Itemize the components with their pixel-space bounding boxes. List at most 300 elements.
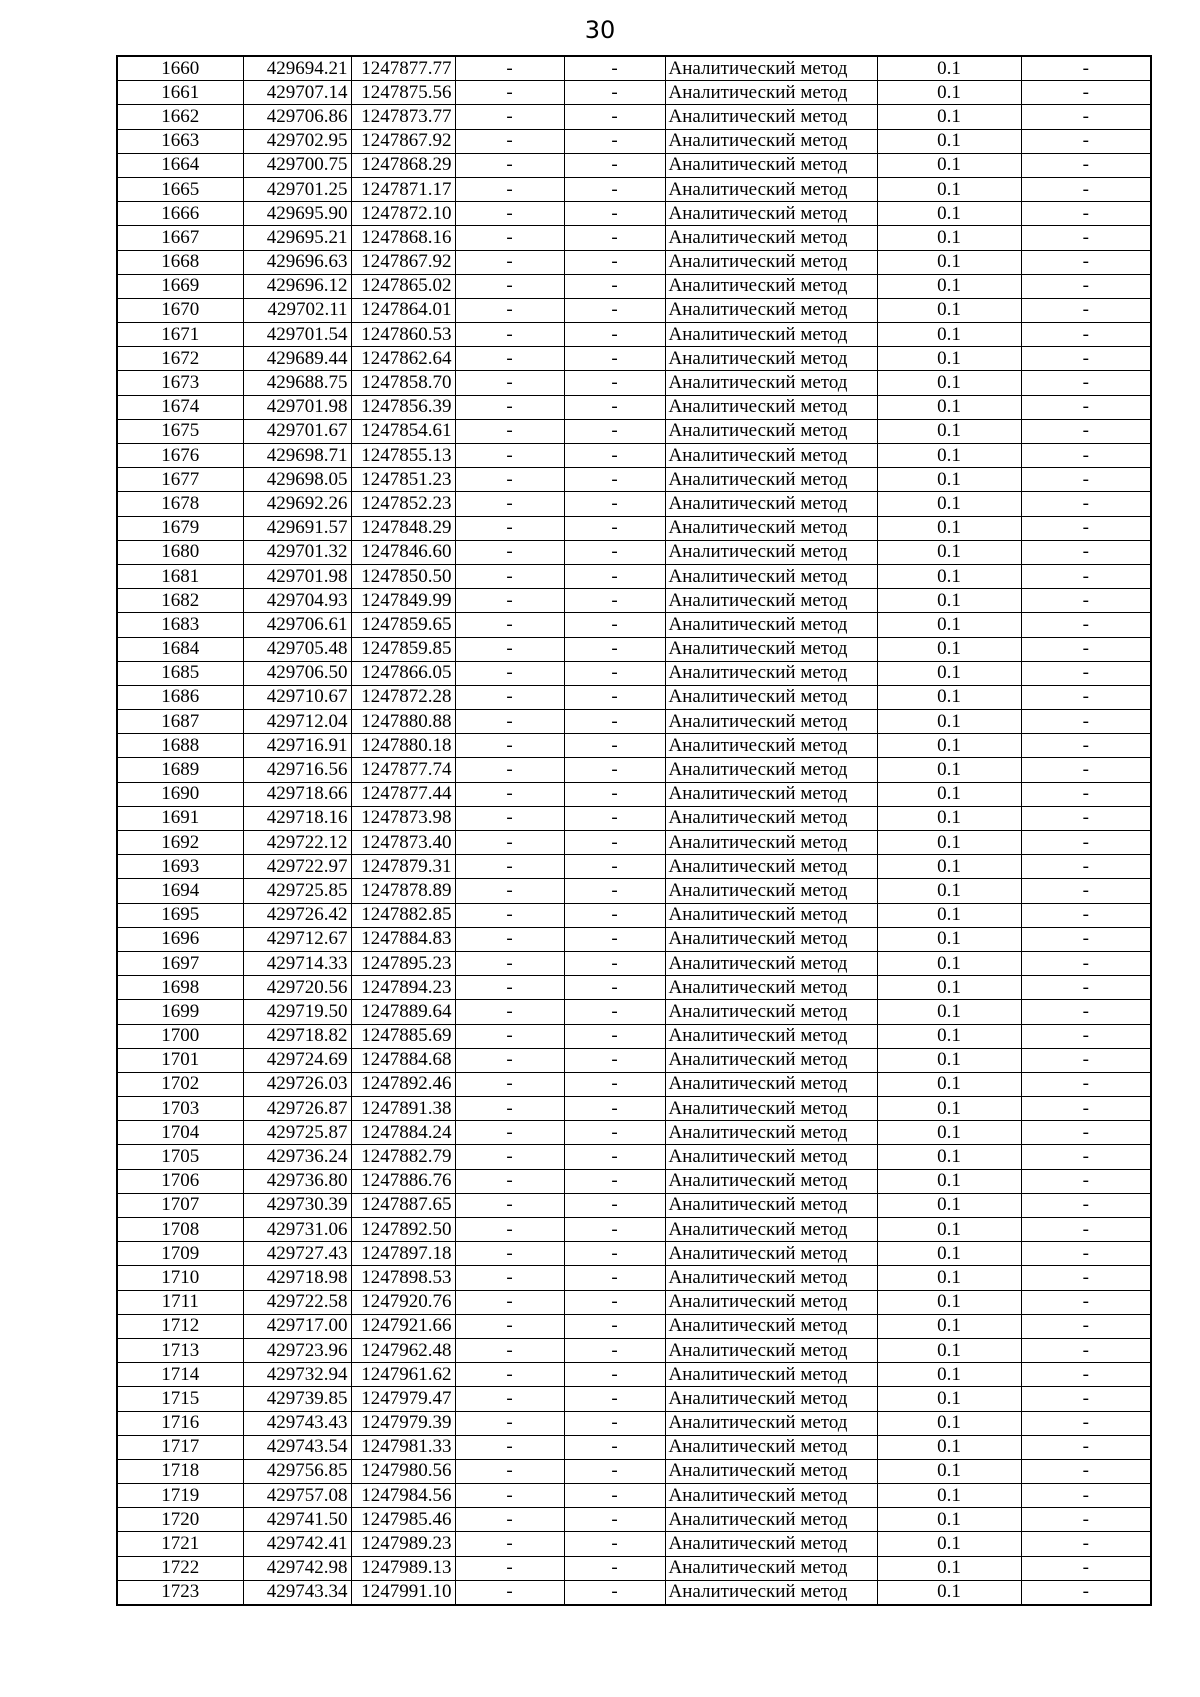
method-cell: Аналитический метод	[665, 1484, 877, 1508]
y-coordinate-cell: 1247858.70	[351, 371, 455, 395]
empty-value-cell: -	[455, 1242, 564, 1266]
y-coordinate-cell: 1247895.23	[351, 951, 455, 975]
y-coordinate-cell: 1247991.10	[351, 1580, 455, 1605]
y-coordinate-cell: 1247872.10	[351, 202, 455, 226]
empty-value-cell: -	[1021, 540, 1151, 564]
y-coordinate-cell: 1247979.47	[351, 1387, 455, 1411]
point-number-cell: 1666	[117, 202, 243, 226]
y-coordinate-cell: 1247885.69	[351, 1024, 455, 1048]
table-row	[117, 782, 1151, 806]
table-row	[117, 540, 1151, 564]
point-number-cell: 1707	[117, 1193, 243, 1217]
empty-value-cell: -	[1021, 81, 1151, 105]
empty-value-cell: -	[1021, 1363, 1151, 1387]
accuracy-cell: 0.1	[877, 806, 1021, 830]
empty-value-cell: -	[455, 1072, 564, 1096]
point-number-cell: 1708	[117, 1218, 243, 1242]
x-coordinate-cell: 429701.98	[243, 395, 351, 419]
method-cell: Аналитический метод	[665, 1556, 877, 1580]
accuracy-cell: 0.1	[877, 395, 1021, 419]
table-row	[117, 1097, 1151, 1121]
y-coordinate-cell: 1247855.13	[351, 444, 455, 468]
table-row	[117, 685, 1151, 709]
x-coordinate-cell: 429716.56	[243, 758, 351, 782]
empty-value-cell: -	[1021, 1169, 1151, 1193]
x-coordinate-cell: 429756.85	[243, 1459, 351, 1483]
x-coordinate-cell: 429726.03	[243, 1072, 351, 1096]
empty-value-cell: -	[455, 1435, 564, 1459]
x-coordinate-cell: 429701.25	[243, 177, 351, 201]
empty-value-cell: -	[564, 1459, 665, 1483]
method-cell: Аналитический метод	[665, 1000, 877, 1024]
empty-value-cell: -	[564, 1290, 665, 1314]
empty-value-cell: -	[455, 153, 564, 177]
y-coordinate-cell: 1247872.28	[351, 685, 455, 709]
method-cell: Аналитический метод	[665, 734, 877, 758]
empty-value-cell: -	[455, 1266, 564, 1290]
accuracy-cell: 0.1	[877, 855, 1021, 879]
point-number-cell: 1670	[117, 298, 243, 322]
empty-value-cell: -	[455, 1387, 564, 1411]
empty-value-cell: -	[564, 1121, 665, 1145]
x-coordinate-cell: 429694.21	[243, 56, 351, 81]
empty-value-cell: -	[564, 1097, 665, 1121]
empty-value-cell: -	[1021, 661, 1151, 685]
y-coordinate-cell: 1247886.76	[351, 1169, 455, 1193]
y-coordinate-cell: 1247882.85	[351, 903, 455, 927]
x-coordinate-cell: 429725.85	[243, 879, 351, 903]
empty-value-cell: -	[564, 1411, 665, 1435]
table-row	[117, 492, 1151, 516]
empty-value-cell: -	[455, 1024, 564, 1048]
empty-value-cell: -	[1021, 903, 1151, 927]
method-cell: Аналитический метод	[665, 202, 877, 226]
empty-value-cell: -	[455, 1363, 564, 1387]
empty-value-cell: -	[455, 806, 564, 830]
x-coordinate-cell: 429702.11	[243, 298, 351, 322]
method-cell: Аналитический метод	[665, 951, 877, 975]
point-number-cell: 1696	[117, 927, 243, 951]
method-cell: Аналитический метод	[665, 1459, 877, 1483]
table-row	[117, 637, 1151, 661]
coordinates-table-body	[117, 56, 1151, 1605]
method-cell: Аналитический метод	[665, 1242, 877, 1266]
empty-value-cell: -	[1021, 1121, 1151, 1145]
accuracy-cell: 0.1	[877, 1508, 1021, 1532]
point-number-cell: 1682	[117, 589, 243, 613]
method-cell: Аналитический метод	[665, 1290, 877, 1314]
empty-value-cell: -	[1021, 951, 1151, 975]
point-number-cell: 1687	[117, 710, 243, 734]
empty-value-cell: -	[455, 637, 564, 661]
empty-value-cell: -	[564, 589, 665, 613]
table-row	[117, 951, 1151, 975]
y-coordinate-cell: 1247879.31	[351, 855, 455, 879]
empty-value-cell: -	[455, 976, 564, 1000]
empty-value-cell: -	[455, 1532, 564, 1556]
table-row	[117, 347, 1151, 371]
point-number-cell: 1723	[117, 1580, 243, 1605]
empty-value-cell: -	[564, 516, 665, 540]
accuracy-cell: 0.1	[877, 1411, 1021, 1435]
x-coordinate-cell: 429702.95	[243, 129, 351, 153]
method-cell: Аналитический метод	[665, 1338, 877, 1362]
y-coordinate-cell: 1247880.18	[351, 734, 455, 758]
empty-value-cell: -	[564, 250, 665, 274]
table-row	[117, 1048, 1151, 1072]
point-number-cell: 1672	[117, 347, 243, 371]
accuracy-cell: 0.1	[877, 153, 1021, 177]
x-coordinate-cell: 429695.21	[243, 226, 351, 250]
method-cell: Аналитический метод	[665, 613, 877, 637]
method-cell: Аналитический метод	[665, 540, 877, 564]
empty-value-cell: -	[455, 540, 564, 564]
x-coordinate-cell: 429724.69	[243, 1048, 351, 1072]
y-coordinate-cell: 1247854.61	[351, 419, 455, 443]
method-cell: Аналитический метод	[665, 1508, 877, 1532]
table-row	[117, 1411, 1151, 1435]
empty-value-cell: -	[455, 685, 564, 709]
accuracy-cell: 0.1	[877, 831, 1021, 855]
empty-value-cell: -	[1021, 927, 1151, 951]
empty-value-cell: -	[564, 1508, 665, 1532]
empty-value-cell: -	[1021, 1338, 1151, 1362]
accuracy-cell: 0.1	[877, 226, 1021, 250]
point-number-cell: 1718	[117, 1459, 243, 1483]
point-number-cell: 1711	[117, 1290, 243, 1314]
accuracy-cell: 0.1	[877, 1024, 1021, 1048]
point-number-cell: 1691	[117, 806, 243, 830]
empty-value-cell: -	[1021, 1484, 1151, 1508]
empty-value-cell: -	[564, 444, 665, 468]
accuracy-cell: 0.1	[877, 1387, 1021, 1411]
accuracy-cell: 0.1	[877, 1242, 1021, 1266]
x-coordinate-cell: 429742.98	[243, 1556, 351, 1580]
x-coordinate-cell: 429688.75	[243, 371, 351, 395]
y-coordinate-cell: 1247887.65	[351, 1193, 455, 1217]
empty-value-cell: -	[1021, 637, 1151, 661]
method-cell: Аналитический метод	[665, 250, 877, 274]
empty-value-cell: -	[455, 226, 564, 250]
point-number-cell: 1677	[117, 468, 243, 492]
empty-value-cell: -	[564, 1580, 665, 1605]
accuracy-cell: 0.1	[877, 1459, 1021, 1483]
empty-value-cell: -	[1021, 734, 1151, 758]
y-coordinate-cell: 1247884.83	[351, 927, 455, 951]
accuracy-cell: 0.1	[877, 516, 1021, 540]
method-cell: Аналитический метод	[665, 927, 877, 951]
x-coordinate-cell: 429712.04	[243, 710, 351, 734]
x-coordinate-cell: 429718.82	[243, 1024, 351, 1048]
empty-value-cell: -	[1021, 419, 1151, 443]
accuracy-cell: 0.1	[877, 540, 1021, 564]
table-row	[117, 613, 1151, 637]
point-number-cell: 1721	[117, 1532, 243, 1556]
empty-value-cell: -	[564, 927, 665, 951]
y-coordinate-cell: 1247980.56	[351, 1459, 455, 1483]
x-coordinate-cell: 429712.67	[243, 927, 351, 951]
point-number-cell: 1675	[117, 419, 243, 443]
table-row	[117, 1145, 1151, 1169]
y-coordinate-cell: 1247884.24	[351, 1121, 455, 1145]
point-number-cell: 1667	[117, 226, 243, 250]
empty-value-cell: -	[564, 419, 665, 443]
accuracy-cell: 0.1	[877, 419, 1021, 443]
accuracy-cell: 0.1	[877, 105, 1021, 129]
point-number-cell: 1660	[117, 56, 243, 81]
empty-value-cell: -	[455, 492, 564, 516]
empty-value-cell: -	[455, 129, 564, 153]
empty-value-cell: -	[564, 1532, 665, 1556]
method-cell: Аналитический метод	[665, 371, 877, 395]
x-coordinate-cell: 429743.43	[243, 1411, 351, 1435]
table-row	[117, 298, 1151, 322]
method-cell: Аналитический метод	[665, 1024, 877, 1048]
method-cell: Аналитический метод	[665, 1435, 877, 1459]
empty-value-cell: -	[1021, 613, 1151, 637]
method-cell: Аналитический метод	[665, 1218, 877, 1242]
empty-value-cell: -	[455, 177, 564, 201]
empty-value-cell: -	[1021, 1459, 1151, 1483]
x-coordinate-cell: 429739.85	[243, 1387, 351, 1411]
point-number-cell: 1693	[117, 855, 243, 879]
empty-value-cell: -	[455, 1508, 564, 1532]
y-coordinate-cell: 1247846.60	[351, 540, 455, 564]
accuracy-cell: 0.1	[877, 589, 1021, 613]
table-row	[117, 1556, 1151, 1580]
table-row	[117, 177, 1151, 201]
empty-value-cell: -	[455, 903, 564, 927]
empty-value-cell: -	[1021, 129, 1151, 153]
empty-value-cell: -	[564, 1072, 665, 1096]
empty-value-cell: -	[1021, 806, 1151, 830]
point-number-cell: 1688	[117, 734, 243, 758]
empty-value-cell: -	[1021, 976, 1151, 1000]
accuracy-cell: 0.1	[877, 1048, 1021, 1072]
empty-value-cell: -	[564, 56, 665, 81]
y-coordinate-cell: 1247891.38	[351, 1097, 455, 1121]
x-coordinate-cell: 429743.34	[243, 1580, 351, 1605]
empty-value-cell: -	[455, 516, 564, 540]
y-coordinate-cell: 1247981.33	[351, 1435, 455, 1459]
x-coordinate-cell: 429723.96	[243, 1338, 351, 1362]
accuracy-cell: 0.1	[877, 710, 1021, 734]
empty-value-cell: -	[1021, 1000, 1151, 1024]
y-coordinate-cell: 1247859.65	[351, 613, 455, 637]
method-cell: Аналитический метод	[665, 129, 877, 153]
empty-value-cell: -	[564, 1024, 665, 1048]
point-number-cell: 1722	[117, 1556, 243, 1580]
table-row	[117, 444, 1151, 468]
empty-value-cell: -	[455, 855, 564, 879]
method-cell: Аналитический метод	[665, 1387, 877, 1411]
empty-value-cell: -	[564, 903, 665, 927]
x-coordinate-cell: 429757.08	[243, 1484, 351, 1508]
empty-value-cell: -	[1021, 395, 1151, 419]
method-cell: Аналитический метод	[665, 1532, 877, 1556]
table-row	[117, 976, 1151, 1000]
empty-value-cell: -	[1021, 1072, 1151, 1096]
table-row	[117, 1218, 1151, 1242]
x-coordinate-cell: 429717.00	[243, 1314, 351, 1338]
table-row	[117, 734, 1151, 758]
point-number-cell: 1673	[117, 371, 243, 395]
empty-value-cell: -	[455, 613, 564, 637]
y-coordinate-cell: 1247859.85	[351, 637, 455, 661]
empty-value-cell: -	[1021, 1411, 1151, 1435]
empty-value-cell: -	[1021, 831, 1151, 855]
point-number-cell: 1702	[117, 1072, 243, 1096]
empty-value-cell: -	[564, 177, 665, 201]
point-number-cell: 1699	[117, 1000, 243, 1024]
empty-value-cell: -	[1021, 1435, 1151, 1459]
empty-value-cell: -	[455, 589, 564, 613]
method-cell: Аналитический метод	[665, 806, 877, 830]
empty-value-cell: -	[1021, 710, 1151, 734]
method-cell: Аналитический метод	[665, 1193, 877, 1217]
method-cell: Аналитический метод	[665, 347, 877, 371]
empty-value-cell: -	[564, 951, 665, 975]
empty-value-cell: -	[1021, 1532, 1151, 1556]
accuracy-cell: 0.1	[877, 734, 1021, 758]
empty-value-cell: -	[564, 323, 665, 347]
empty-value-cell: -	[564, 1556, 665, 1580]
empty-value-cell: -	[455, 782, 564, 806]
empty-value-cell: -	[1021, 323, 1151, 347]
empty-value-cell: -	[1021, 105, 1151, 129]
table-row	[117, 855, 1151, 879]
accuracy-cell: 0.1	[877, 492, 1021, 516]
empty-value-cell: -	[455, 879, 564, 903]
method-cell: Аналитический метод	[665, 685, 877, 709]
method-cell: Аналитический метод	[665, 1314, 877, 1338]
x-coordinate-cell: 429706.50	[243, 661, 351, 685]
y-coordinate-cell: 1247856.39	[351, 395, 455, 419]
method-cell: Аналитический метод	[665, 492, 877, 516]
accuracy-cell: 0.1	[877, 976, 1021, 1000]
method-cell: Аналитический метод	[665, 831, 877, 855]
empty-value-cell: -	[455, 1556, 564, 1580]
method-cell: Аналитический метод	[665, 1411, 877, 1435]
accuracy-cell: 0.1	[877, 1218, 1021, 1242]
empty-value-cell: -	[1021, 1266, 1151, 1290]
empty-value-cell: -	[455, 1484, 564, 1508]
point-number-cell: 1714	[117, 1363, 243, 1387]
method-cell: Аналитический метод	[665, 1121, 877, 1145]
table-row	[117, 250, 1151, 274]
table-row	[117, 1508, 1151, 1532]
empty-value-cell: -	[1021, 56, 1151, 81]
empty-value-cell: -	[564, 879, 665, 903]
method-cell: Аналитический метод	[665, 56, 877, 81]
empty-value-cell: -	[564, 468, 665, 492]
point-number-cell: 1669	[117, 274, 243, 298]
table-row	[117, 1169, 1151, 1193]
table-row	[117, 323, 1151, 347]
method-cell: Аналитический метод	[665, 105, 877, 129]
x-coordinate-cell: 429722.58	[243, 1290, 351, 1314]
accuracy-cell: 0.1	[877, 1169, 1021, 1193]
point-number-cell: 1703	[117, 1097, 243, 1121]
point-number-cell: 1701	[117, 1048, 243, 1072]
point-number-cell: 1684	[117, 637, 243, 661]
point-number-cell: 1715	[117, 1387, 243, 1411]
point-number-cell: 1668	[117, 250, 243, 274]
y-coordinate-cell: 1247877.44	[351, 782, 455, 806]
empty-value-cell: -	[564, 1218, 665, 1242]
empty-value-cell: -	[564, 564, 665, 588]
empty-value-cell: -	[564, 1145, 665, 1169]
method-cell: Аналитический метод	[665, 323, 877, 347]
x-coordinate-cell: 429726.42	[243, 903, 351, 927]
point-number-cell: 1663	[117, 129, 243, 153]
empty-value-cell: -	[455, 927, 564, 951]
accuracy-cell: 0.1	[877, 685, 1021, 709]
table-row	[117, 1266, 1151, 1290]
empty-value-cell: -	[455, 758, 564, 782]
y-coordinate-cell: 1247892.46	[351, 1072, 455, 1096]
accuracy-cell: 0.1	[877, 879, 1021, 903]
accuracy-cell: 0.1	[877, 371, 1021, 395]
empty-value-cell: -	[564, 1314, 665, 1338]
empty-value-cell: -	[1021, 298, 1151, 322]
x-coordinate-cell: 429736.24	[243, 1145, 351, 1169]
table-row	[117, 1338, 1151, 1362]
table-row	[117, 1387, 1151, 1411]
empty-value-cell: -	[1021, 782, 1151, 806]
point-number-cell: 1698	[117, 976, 243, 1000]
empty-value-cell: -	[455, 468, 564, 492]
x-coordinate-cell: 429732.94	[243, 1363, 351, 1387]
table-row	[117, 564, 1151, 588]
method-cell: Аналитический метод	[665, 564, 877, 588]
y-coordinate-cell: 1247921.66	[351, 1314, 455, 1338]
empty-value-cell: -	[455, 56, 564, 81]
table-row	[117, 129, 1151, 153]
accuracy-cell: 0.1	[877, 1193, 1021, 1217]
empty-value-cell: -	[564, 371, 665, 395]
empty-value-cell: -	[564, 540, 665, 564]
x-coordinate-cell: 429698.05	[243, 468, 351, 492]
empty-value-cell: -	[564, 1363, 665, 1387]
table-row	[117, 661, 1151, 685]
empty-value-cell: -	[564, 637, 665, 661]
method-cell: Аналитический метод	[665, 976, 877, 1000]
method-cell: Аналитический метод	[665, 710, 877, 734]
empty-value-cell: -	[564, 274, 665, 298]
y-coordinate-cell: 1247877.77	[351, 56, 455, 81]
point-number-cell: 1705	[117, 1145, 243, 1169]
accuracy-cell: 0.1	[877, 468, 1021, 492]
x-coordinate-cell: 429730.39	[243, 1193, 351, 1217]
empty-value-cell: -	[1021, 879, 1151, 903]
table-row	[117, 589, 1151, 613]
y-coordinate-cell: 1247878.89	[351, 879, 455, 903]
y-coordinate-cell: 1247882.79	[351, 1145, 455, 1169]
x-coordinate-cell: 429720.56	[243, 976, 351, 1000]
table-row	[117, 153, 1151, 177]
y-coordinate-cell: 1247873.98	[351, 806, 455, 830]
empty-value-cell: -	[455, 831, 564, 855]
empty-value-cell: -	[564, 1193, 665, 1217]
table-row	[117, 1242, 1151, 1266]
empty-value-cell: -	[455, 274, 564, 298]
point-number-cell: 1678	[117, 492, 243, 516]
y-coordinate-cell: 1247989.13	[351, 1556, 455, 1580]
empty-value-cell: -	[1021, 177, 1151, 201]
x-coordinate-cell: 429689.44	[243, 347, 351, 371]
method-cell: Аналитический метод	[665, 1580, 877, 1605]
